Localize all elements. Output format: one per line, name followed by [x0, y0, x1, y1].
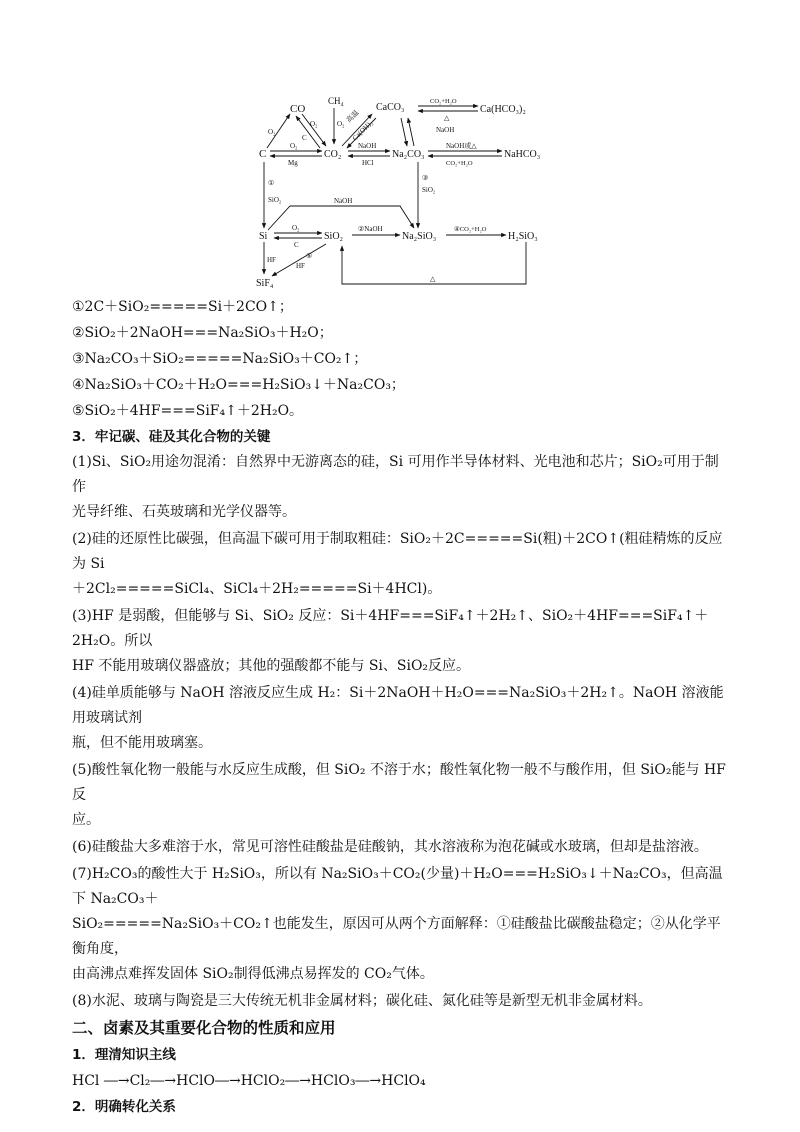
label-gaowen: 高温 — [344, 108, 361, 125]
point-2 — [72, 527, 732, 602]
node-co2: CO₂ — [324, 149, 342, 160]
label-co2h2o-mid: CO₂+H₂O — [446, 160, 473, 167]
point-5-line-1: (5)酸性氧化物一般能与水反应生成酸，但 SiO₂ 不溶于水；酸性氧化物一般不与酸作用，但 SiO₂能与 HF 反 — [72, 762, 726, 803]
point-6-line-1: (6)硅酸盐大多难溶于水，常见可溶性硅酸盐是硅酸钠，其水溶液称为泡花碱或水玻璃，但却是盐溶液。 — [72, 839, 708, 855]
label-tri-bottom: △ — [430, 275, 436, 283]
node-si: Si — [259, 231, 268, 242]
label-o2-c-co: O₂ — [268, 128, 276, 136]
label-o2-co-co2: O₂ — [310, 120, 318, 128]
label-naoh-mid: NaOH — [358, 142, 377, 150]
label-circ4: ④CO₂+H₂O — [454, 226, 487, 233]
point-7-line-2: SiO₂=====Na₂SiO₃＋CO₂↑也能发生，原因可从两个方面解释：①硅酸盐比碳酸盐稳定；②从化学平衡角度， — [72, 916, 721, 957]
node-caco3: CaCO₃ — [376, 102, 405, 113]
equation-3: ③Na₂CO₃＋SiO₂=====Na₂SiO₃＋CO₂↑； — [72, 351, 368, 367]
point-7-line-3: 由高沸点难挥发固体 SiO₂制得低沸点易挥发的 CO₂气体。 — [72, 966, 434, 982]
label-naoh-tri: NaOH或△ — [446, 142, 477, 150]
point-3 — [72, 604, 732, 679]
halogen-chain: HCl ―→Cl₂―→HClO―→HClO₂―→HClO₃―→HClO₄ — [72, 1073, 426, 1089]
node-c: C — [259, 148, 267, 160]
node-ch4: CH₄ — [328, 96, 344, 106]
equation-4: ④Na₂SiO₃＋CO₂＋H₂O===H₂SiO₃↓＋Na₂CO₃； — [72, 377, 405, 393]
equation-5: ⑤SiO₂＋4HF===SiF₄↑＋2H₂O。 — [72, 403, 304, 419]
label-o2-ch4: O₂ — [337, 120, 345, 128]
label-o2-si: O₂ — [292, 224, 300, 232]
node-na2co3: Na₂CO₃ — [392, 149, 425, 160]
point-7-line-1: (7)H₂CO₃的酸性大于 H₂SiO₃，所以有 Na₂SiO₃＋CO₂(少量)＋H₂O===H₂SiO₃↓＋Na₂CO₃，但高温下 Na₂CO₃＋ — [72, 866, 723, 907]
label-c-si: C — [294, 241, 299, 249]
node-nahco3: NaHCO₃ — [504, 149, 541, 160]
label-tri-top: △ — [444, 114, 450, 122]
label-naoh-arc: NaOH — [334, 197, 353, 205]
point-2-line-2: ＋2Cl₂=====SiCl₄、SiCl₄＋2H₂=====Si＋4HCl)。 — [72, 581, 442, 597]
point-8 — [72, 989, 732, 1014]
point-7 — [72, 862, 732, 987]
node-sif4: SiF₄ — [256, 278, 274, 289]
label-circ5: ⑤ — [306, 252, 313, 260]
equation-2: ②SiO₂＋2NaOH===Na₂SiO₃＋H₂O； — [72, 325, 333, 341]
label-c-co2-co: C — [302, 134, 307, 142]
point-6 — [72, 835, 732, 860]
label-caoh2: Ca(OH)₂ — [350, 118, 375, 143]
point-1 — [72, 450, 732, 525]
label-hcl: HCl — [362, 159, 374, 167]
section-3-title: 3．牢记碳、硅及其化合物的关键 — [72, 429, 271, 445]
node-h2sio3: H₂SiO₃ — [508, 231, 538, 242]
subsection-1-title: 1．理清知识主线 — [72, 1047, 176, 1063]
equation-1: ①2C＋SiO₂=====Si＋2CO↑； — [72, 299, 293, 315]
point-4-line-2: 瓶，但不能用玻璃塞。 — [72, 735, 212, 751]
node-sio2: SiO₂ — [324, 231, 344, 242]
label-circ3: ③ — [422, 174, 429, 182]
label-o2-c-co2: O₂ — [290, 142, 298, 150]
point-8-line-1: (8)水泥、玻璃与陶瓷是三大传统无机非金属材料；碳化硅、氮化硅等是新型无机非金属材料。 — [72, 993, 652, 1009]
node-na2sio3: Na₂SiO₃ — [402, 231, 437, 242]
carbon-silicon-conversion-diagram — [250, 90, 570, 290]
point-5 — [72, 758, 732, 833]
point-5-line-2: 应。 — [72, 812, 100, 828]
node-co: CO — [290, 103, 306, 115]
label-hf1: HF — [267, 256, 276, 264]
part-2-title: 二、卤素及其重要化合物的性质和应用 — [72, 1019, 336, 1037]
node-cahco3: Ca(HCO₃)₂ — [480, 104, 526, 115]
label-mg: Mg — [288, 159, 298, 167]
label-sio2-left: SiO₂ — [268, 196, 282, 204]
point-1-line-1: (1)Si、SiO₂用途勿混淆：自然界中无游离态的硅，Si 可用作半导体材料、光电池和芯片；SiO₂可用于制作 — [72, 454, 719, 495]
point-3-line-2: HF 不能用玻璃仪器盛放；其他的强酸都不能与 Si、SiO₂反应。 — [72, 658, 471, 674]
label-naoh-top: NaOH — [436, 126, 455, 134]
label-circ1: ① — [268, 179, 275, 187]
point-2-line-1: (2)硅的还原性比碳强，但高温下碳可用于制取粗硅：SiO₂＋2C=====Si(粗)＋2CO↑(粗硅精炼的反应为 Si — [72, 531, 723, 572]
point-4-line-1: (4)硅单质能够与 NaOH 溶液反应生成 H₂：Si＋2NaOH＋H₂O===Na₂SiO₃＋2H₂↑。NaOH 溶液能用玻璃试剂 — [72, 685, 724, 726]
label-sio2-right: SiO₂ — [422, 186, 436, 194]
main-content — [72, 294, 732, 1120]
label-hf2: HF — [296, 262, 305, 270]
point-3-line-1: (3)HF 是弱酸，但能够与 Si、SiO₂ 反应：Si＋4HF===SiF₄↑＋2H₂↑、SiO₂＋4HF===SiF₄↑＋2H₂O。所以 — [72, 608, 709, 649]
label-circ2naoh: ②NaOH — [358, 225, 383, 233]
point-4 — [72, 681, 732, 756]
point-1-line-2: 光导纤维、石英玻璃和光学仪器等。 — [72, 504, 296, 520]
label-co2h2o-top: CO₂+H₂O — [430, 98, 457, 105]
subsection-2-title: 2．明确转化关系 — [72, 1099, 176, 1115]
